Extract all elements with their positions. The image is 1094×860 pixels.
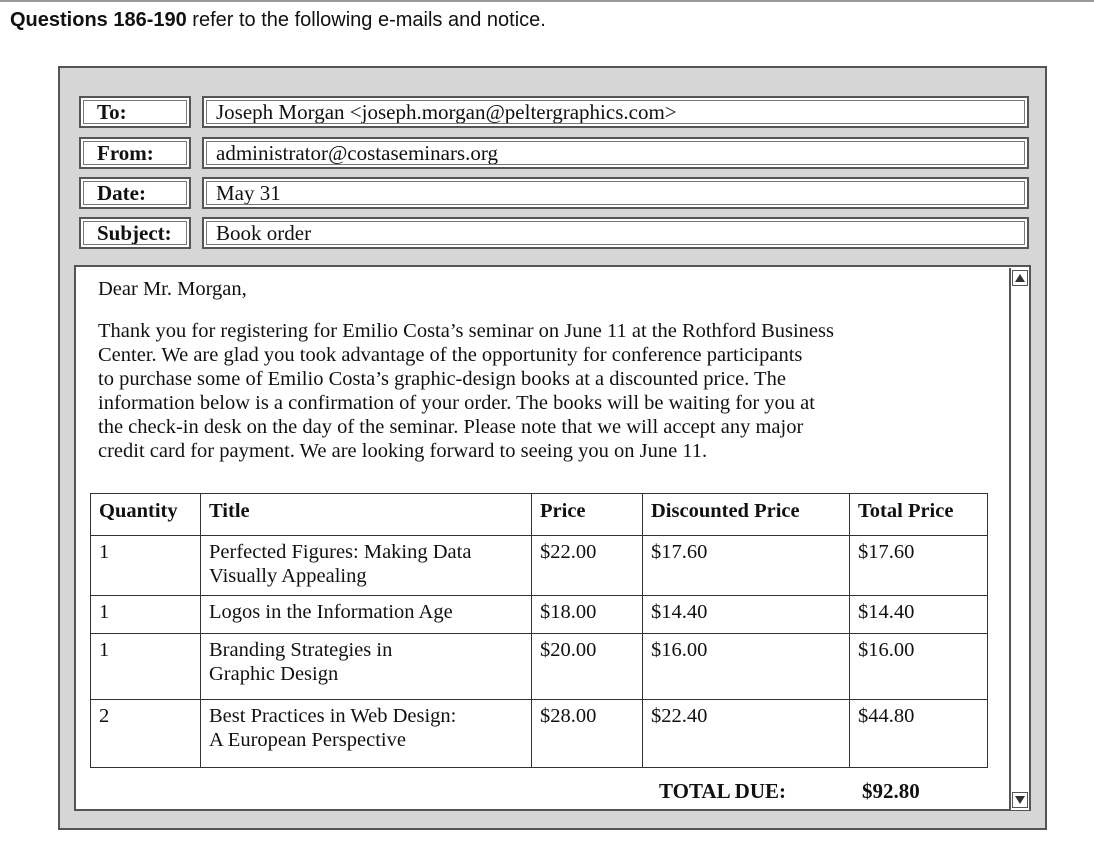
from-field: administrator@costaseminars.org [202, 137, 1029, 169]
email-window [58, 66, 1047, 830]
cell-price: $22.00 [532, 536, 643, 596]
message-paragraph [98, 319, 983, 463]
order-table [90, 493, 988, 768]
message-line: to purchase some of Emilio Costa’s graphic-design books at a discounted price. The [98, 368, 786, 390]
date-field: May 31 [202, 177, 1029, 209]
col-header-price: Price [532, 494, 643, 536]
cell-quantity: 2 [91, 700, 201, 768]
col-header-total-price: Total Price [850, 494, 988, 536]
cell-total-price: $16.00 [850, 634, 988, 700]
cell-total-price: $44.80 [850, 700, 988, 768]
table-row [91, 536, 988, 596]
cell-title [201, 700, 532, 768]
title-line: Branding Strategies in [209, 639, 393, 661]
table-row [91, 700, 988, 768]
question-text: refer to the following e-mails and notice. [186, 9, 546, 31]
message-line: the check-in desk on the day of the seminar. Please note that we will accept any major [98, 416, 804, 438]
title-line: Best Practices in Web Design: [209, 705, 457, 727]
email-message [98, 277, 983, 463]
cell-quantity: 1 [91, 536, 201, 596]
total-due-label: TOTAL DUE: [659, 779, 787, 803]
cell-quantity: 1 [91, 634, 201, 700]
cell-discounted-price: $22.40 [643, 700, 850, 768]
col-header-discounted-price: Discounted Price [643, 494, 850, 536]
scroll-up-button[interactable] [1012, 270, 1028, 286]
vertical-scrollbar[interactable] [1009, 268, 1029, 810]
cell-price: $20.00 [532, 634, 643, 700]
to-label: To: [79, 96, 191, 128]
col-header-title: Title [201, 494, 532, 536]
cell-discounted-price: $16.00 [643, 634, 850, 700]
table-row [91, 634, 988, 700]
top-rule [0, 0, 1094, 2]
cell-price: $28.00 [532, 700, 643, 768]
title-line: A European Perspective [209, 729, 406, 751]
from-label: From: [79, 137, 191, 169]
cell-title [201, 536, 532, 596]
cell-total-price: $14.40 [850, 596, 988, 634]
cell-discounted-price: $17.60 [643, 536, 850, 596]
cell-price: $18.00 [532, 596, 643, 634]
question-instruction [10, 9, 546, 32]
table-header-row [91, 494, 988, 536]
email-body [74, 265, 1031, 811]
col-header-quantity: Quantity [91, 494, 201, 536]
cell-discounted-price: $14.40 [643, 596, 850, 634]
cell-total-price: $17.60 [850, 536, 988, 596]
title-line: Visually Appealing [209, 565, 367, 587]
date-label: Date: [79, 177, 191, 209]
triangle-up-icon [1015, 274, 1025, 282]
subject-field: Book order [202, 217, 1029, 249]
cell-title [201, 634, 532, 700]
cell-quantity: 1 [91, 596, 201, 634]
title-line: Logos in the Information Age [209, 601, 453, 623]
table-row [91, 596, 988, 634]
cell-title [201, 596, 532, 634]
question-range: Questions 186-190 [10, 9, 187, 31]
total-due-value: $92.80 [862, 779, 920, 803]
message-line: information below is a confirmation of your order. The books will be waiting for you at [98, 392, 815, 414]
greeting: Dear Mr. Morgan, [98, 278, 247, 300]
title-line: Graphic Design [209, 663, 339, 685]
message-line: Thank you for registering for Emilio Costa’s seminar on June 11 at the Rothford Business [98, 320, 834, 342]
title-line: Perfected Figures: Making Data [209, 541, 472, 563]
subject-label: Subject: [79, 217, 191, 249]
triangle-down-icon [1015, 796, 1025, 804]
message-line: Center. We are glad you took advantage of the opportunity for conference participants [98, 344, 803, 366]
scroll-down-button[interactable] [1012, 792, 1028, 808]
to-field: Joseph Morgan <joseph.morgan@peltergraphics.com> [202, 96, 1029, 128]
message-line: credit card for payment. We are looking forward to seeing you on June 11. [98, 440, 708, 462]
